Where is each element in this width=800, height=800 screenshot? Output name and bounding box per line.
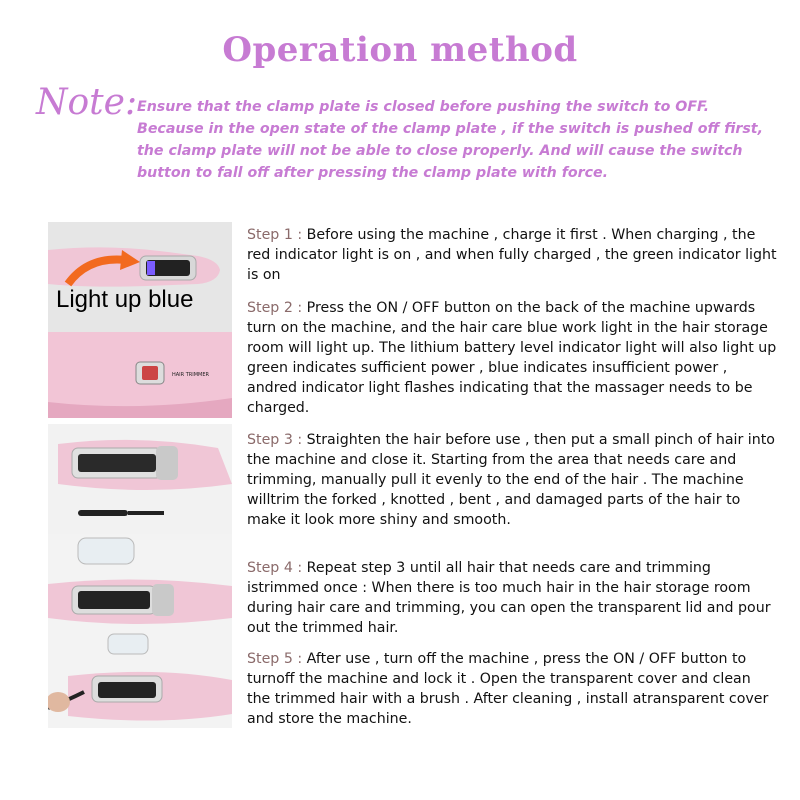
step-5	[247, 649, 777, 729]
step-2-label: Step 2 :	[247, 300, 303, 316]
step-3	[247, 430, 777, 530]
step-4	[247, 558, 777, 638]
photo-step-3	[48, 424, 232, 534]
photo-brand-text: HAIR TRIMMER	[172, 372, 209, 378]
photo-caption-light-up: Light up blue	[56, 286, 194, 313]
device-body-image	[48, 332, 232, 418]
step-5-text: After use , turn off the machine , press the ON / OFF button to turnoff the machine and lock it . Open the transparent cover and clean the trimmed hair with a brush . After cleaning , install atransparent cover and store the machine.	[247, 651, 769, 727]
step-5-label: Step 5 :	[247, 651, 303, 667]
step-3-label: Step 3 :	[247, 432, 303, 448]
device-open-image	[48, 424, 232, 534]
step-1	[247, 225, 777, 285]
note-text: Ensure that the clamp plate is closed before pushing the switch to OFF. Because in the open state of the clamp plate , if the switch is pushed off first, the clamp plate will not be able to close properly. And will cause the switch button to fall off after pressing the clamp plate with force.	[137, 99, 763, 181]
photo-step-4	[48, 534, 232, 630]
page-title: Operation method	[222, 30, 578, 70]
device-cleaning-image	[48, 630, 232, 728]
device-lid-image	[48, 534, 232, 630]
note-label: Note:	[36, 82, 138, 123]
step-1-label: Step 1 :	[247, 227, 303, 243]
photo-step-5	[48, 630, 232, 728]
device-head-image	[48, 222, 232, 332]
step-3-text: Straighten the hair before use , then put a small pinch of hair into the machine and close it. Starting from the area that needs care and trimming, manually pull it evenly to the end of the hair . The machine willtrim the forked , knotted , bent , and damaged parts of the hair to make it look more shiny and smooth.	[247, 432, 775, 528]
step-1-text: Before using the machine , charge it first . When charging , the red indicator light is on , and when fully charged , the green indicator light is on	[247, 227, 777, 283]
step-2	[247, 298, 777, 418]
step-4-label: Step 4 :	[247, 560, 303, 576]
photo-step-1	[48, 222, 232, 332]
step-2-text: Press the ON / OFF button on the back of the machine upwards turn on the machine, and the hair care blue work light in the hair storage room will light up. The lithium battery level indicator light will also light up green indicates sufficient power , blue indicates insufficient power , andred indicator light flashes indicating that the massager needs to be charged.	[247, 300, 777, 416]
photo-step-2	[48, 332, 232, 418]
step-4-text: Repeat step 3 until all hair that needs care and trimming istrimmed once : When there is too much hair in the hair storage room during hair care and trimming, you can open the transparent lid and pour out the trimmed hair.	[247, 560, 771, 636]
